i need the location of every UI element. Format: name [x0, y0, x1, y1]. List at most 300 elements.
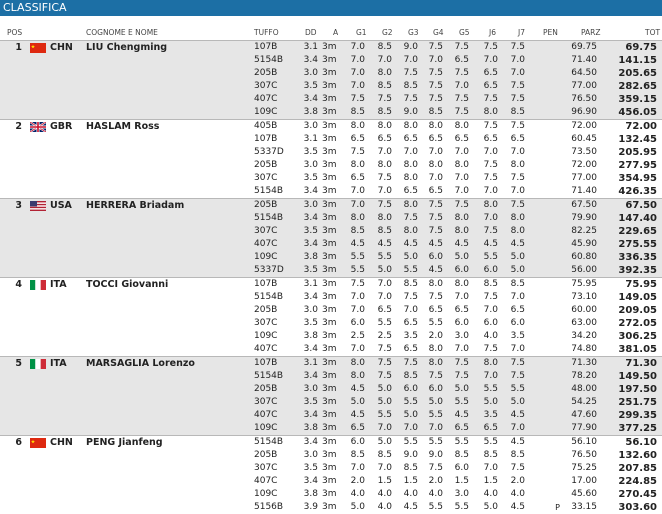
judge-score-5: 8.0	[454, 279, 469, 289]
table-row	[0, 146, 662, 159]
judge-score-6: 7.5	[483, 160, 498, 170]
partial-score: 56.00	[571, 265, 597, 275]
judge-score-1: 6.5	[350, 173, 365, 183]
partial-score: 76.50	[571, 94, 597, 104]
dive-code: 109C	[254, 423, 278, 433]
dive-code: 5337D	[254, 147, 284, 157]
judge-score-7: 7.0	[510, 55, 525, 65]
table-row	[0, 291, 662, 304]
table-row	[0, 370, 662, 383]
judge-score-4: 7.5	[428, 226, 443, 236]
judge-score-2: 7.0	[377, 186, 392, 196]
difficulty: 3.4	[303, 55, 318, 65]
judge-score-3: 7.0	[403, 423, 418, 433]
judge-score-7: 7.5	[510, 42, 525, 52]
difficulty: 3.8	[303, 423, 318, 433]
difficulty: 3.8	[303, 331, 318, 341]
difficulty: 3.5	[303, 226, 318, 236]
judge-score-5: 7.5	[454, 107, 469, 117]
judge-score-5: 8.5	[454, 450, 469, 460]
judge-score-6: 6.0	[483, 265, 498, 275]
table-row	[0, 238, 662, 251]
partial-score: 45.60	[571, 489, 597, 499]
total-score: 456.05	[618, 107, 657, 118]
judge-score-5: 4.5	[454, 239, 469, 249]
judge-score-7: 7.5	[510, 173, 525, 183]
dive-code: 109C	[254, 252, 278, 262]
table-header	[0, 27, 662, 39]
judge-score-2: 8.0	[377, 121, 392, 131]
table-row	[0, 225, 662, 238]
board-height: 3m	[322, 489, 337, 499]
judge-score-4: 7.5	[428, 463, 443, 473]
partial-score: 79.90	[571, 213, 597, 223]
title-bar	[0, 0, 662, 16]
judge-score-4: 7.5	[428, 213, 443, 223]
judge-score-4: 7.5	[428, 200, 443, 210]
athlete-block	[0, 40, 662, 119]
judge-score-3: 8.0	[403, 121, 418, 131]
judge-score-5: 7.0	[454, 173, 469, 183]
table-row	[0, 449, 662, 462]
board-height: 3m	[322, 502, 337, 512]
judge-score-2: 6.5	[377, 134, 392, 144]
total-score: 149.05	[618, 292, 657, 303]
judge-score-2: 7.0	[377, 279, 392, 289]
difficulty: 3.4	[303, 239, 318, 249]
dive-code: 205B	[254, 305, 278, 315]
table-row	[0, 67, 662, 80]
partial-score: 60.00	[571, 305, 597, 315]
difficulty: 3.4	[303, 292, 318, 302]
judge-score-1: 7.0	[350, 200, 365, 210]
partial-score: 72.00	[571, 160, 597, 170]
athlete-name: TOCCI Giovanni	[86, 279, 169, 290]
partial-score: 17.00	[571, 476, 597, 486]
judge-score-1: 6.0	[350, 437, 365, 447]
partial-score: 54.25	[571, 397, 597, 407]
judge-score-4: 7.0	[428, 423, 443, 433]
total-score: 303.60	[618, 502, 657, 513]
difficulty: 3.1	[303, 42, 318, 52]
judge-score-2: 6.5	[377, 305, 392, 315]
judge-score-2: 8.0	[377, 213, 392, 223]
judge-score-7: 7.5	[510, 463, 525, 473]
judge-score-2: 8.5	[377, 81, 392, 91]
judge-score-1: 7.0	[350, 55, 365, 65]
judge-score-1: 8.0	[350, 160, 365, 170]
dive-code: 109C	[254, 331, 278, 341]
total-score: 359.15	[618, 94, 657, 105]
judge-score-5: 1.5	[454, 476, 469, 486]
judge-score-5: 7.5	[454, 42, 469, 52]
judge-score-2: 4.5	[377, 239, 392, 249]
judge-score-2: 7.0	[377, 292, 392, 302]
table-row	[0, 462, 662, 475]
judge-score-4: 4.0	[428, 489, 443, 499]
judge-score-4: 8.0	[428, 121, 443, 131]
judge-score-1: 8.5	[350, 226, 365, 236]
header-tot: TOT	[645, 28, 661, 37]
difficulty: 3.5	[303, 463, 318, 473]
total-score: 69.75	[625, 42, 657, 53]
header-name: COGNOME E NOME	[86, 28, 158, 37]
board-height: 3m	[322, 265, 337, 275]
partial-score: 78.20	[571, 371, 597, 381]
dive-code: 5337D	[254, 265, 284, 275]
judge-score-6: 6.5	[483, 68, 498, 78]
judge-score-3: 5.0	[403, 410, 418, 420]
judge-score-6: 6.5	[483, 423, 498, 433]
dive-code: 109C	[254, 489, 278, 499]
difficulty: 3.5	[303, 397, 318, 407]
nation-code: CHN	[50, 437, 73, 448]
header-dd: DD	[305, 28, 317, 37]
judge-score-3: 9.0	[403, 107, 418, 117]
judge-score-4: 7.5	[428, 94, 443, 104]
position: 6	[15, 437, 22, 448]
judge-score-7: 7.5	[510, 200, 525, 210]
total-score: 282.65	[618, 81, 657, 92]
partial-score: 72.00	[571, 121, 597, 131]
judge-score-6: 7.5	[483, 42, 498, 52]
judge-score-2: 7.5	[377, 94, 392, 104]
total-score: 147.40	[618, 213, 657, 224]
board-height: 3m	[322, 147, 337, 157]
judge-score-6: 7.0	[483, 213, 498, 223]
difficulty: 3.4	[303, 186, 318, 196]
dive-code: 5154B	[254, 55, 284, 65]
difficulty: 3.9	[303, 502, 318, 512]
judge-score-6: 5.5	[483, 437, 498, 447]
partial-score: 71.40	[571, 186, 597, 196]
board-height: 3m	[322, 279, 337, 289]
judge-score-6: 4.0	[483, 489, 498, 499]
table-row	[0, 159, 662, 172]
header-g2: G2	[382, 28, 393, 37]
dive-code: 307C	[254, 226, 278, 236]
judge-score-4: 8.0	[428, 358, 443, 368]
judge-score-4: 9.0	[428, 450, 443, 460]
judge-score-6: 7.5	[483, 94, 498, 104]
difficulty: 3.1	[303, 279, 318, 289]
header-tuffo: TUFFO	[254, 28, 279, 37]
athlete-block	[0, 198, 662, 277]
board-height: 3m	[322, 384, 337, 394]
partial-score: 64.50	[571, 68, 597, 78]
judge-score-2: 2.5	[377, 331, 392, 341]
judge-score-6: 8.5	[483, 279, 498, 289]
judge-score-6: 7.5	[483, 344, 498, 354]
judge-score-5: 7.0	[454, 186, 469, 196]
judge-score-7: 8.5	[510, 279, 525, 289]
table-row	[0, 304, 662, 317]
judge-score-2: 5.5	[377, 252, 392, 262]
nation-code: CHN	[50, 42, 73, 53]
header-g4: G4	[433, 28, 444, 37]
difficulty: 3.0	[303, 450, 318, 460]
partial-score: 63.00	[571, 318, 597, 328]
judge-score-4: 6.5	[428, 186, 443, 196]
table-row	[0, 80, 662, 93]
table-row	[0, 330, 662, 343]
judge-score-1: 5.0	[350, 397, 365, 407]
position: 2	[15, 121, 22, 132]
athlete-block	[0, 356, 662, 435]
judge-score-3: 4.5	[403, 239, 418, 249]
judge-score-5: 5.5	[454, 437, 469, 447]
partial-score: 71.40	[571, 55, 597, 65]
table-row	[0, 93, 662, 106]
table-row	[0, 212, 662, 225]
judge-score-5: 5.0	[454, 384, 469, 394]
judge-score-1: 8.0	[350, 371, 365, 381]
judge-score-1: 8.5	[350, 450, 365, 460]
judge-score-1: 7.0	[350, 42, 365, 52]
partial-score: 67.50	[571, 200, 597, 210]
difficulty: 3.4	[303, 410, 318, 420]
judge-score-1: 2.0	[350, 476, 365, 486]
judge-score-2: 5.5	[377, 410, 392, 420]
partial-score: 96.90	[571, 107, 597, 117]
judge-score-1: 8.0	[350, 213, 365, 223]
judge-score-3: 7.5	[403, 358, 418, 368]
total-score: 72.00	[625, 121, 657, 132]
total-score: 306.25	[618, 331, 657, 342]
board-height: 3m	[322, 371, 337, 381]
judge-score-1: 2.5	[350, 331, 365, 341]
judge-score-4: 8.0	[428, 279, 443, 289]
header-g1: G1	[356, 28, 367, 37]
dive-code: 307C	[254, 81, 278, 91]
judge-score-7: 4.5	[510, 239, 525, 249]
board-height: 3m	[322, 463, 337, 473]
table-row	[0, 501, 662, 514]
dive-code: 107B	[254, 279, 278, 289]
dive-code: 307C	[254, 463, 278, 473]
header-a: A	[333, 28, 339, 37]
header-g5: G5	[459, 28, 470, 37]
board-height: 3m	[322, 134, 337, 144]
board-height: 3m	[322, 344, 337, 354]
judge-score-2: 7.5	[377, 344, 392, 354]
judge-score-6: 7.0	[483, 55, 498, 65]
judge-score-5: 3.0	[454, 489, 469, 499]
partial-score: 74.80	[571, 344, 597, 354]
difficulty: 3.0	[303, 68, 318, 78]
judge-score-3: 7.5	[403, 292, 418, 302]
dive-code: 107B	[254, 42, 278, 52]
athlete-block	[0, 119, 662, 198]
table-row	[0, 409, 662, 422]
judge-score-5: 8.0	[454, 160, 469, 170]
judge-score-5: 7.5	[454, 200, 469, 210]
dive-code: 5156B	[254, 502, 284, 512]
judge-score-3: 8.5	[403, 463, 418, 473]
judge-score-5: 6.0	[454, 463, 469, 473]
partial-score: 77.90	[571, 423, 597, 433]
position: 3	[15, 200, 22, 211]
judge-score-2: 5.0	[377, 265, 392, 275]
table-row	[0, 41, 662, 54]
judge-score-4: 2.0	[428, 476, 443, 486]
header-pen: PEN	[543, 28, 558, 37]
difficulty: 3.8	[303, 107, 318, 117]
judge-score-6: 6.0	[483, 318, 498, 328]
judge-score-4: 7.5	[428, 42, 443, 52]
judge-score-5: 8.0	[454, 213, 469, 223]
judge-score-5: 6.0	[454, 318, 469, 328]
judge-score-2: 8.5	[377, 107, 392, 117]
judge-score-7: 7.0	[510, 423, 525, 433]
board-height: 3m	[322, 410, 337, 420]
total-score: 381.05	[618, 344, 657, 355]
table-row	[0, 436, 662, 449]
table-row	[0, 383, 662, 396]
judge-score-2: 5.0	[377, 397, 392, 407]
difficulty: 3.0	[303, 384, 318, 394]
judge-score-6: 8.0	[483, 107, 498, 117]
judge-score-4: 8.0	[428, 344, 443, 354]
header-parz: PARZ	[581, 28, 601, 37]
board-height: 3m	[322, 68, 337, 78]
partial-score: 76.50	[571, 450, 597, 460]
judge-score-5: 7.5	[454, 68, 469, 78]
judge-score-4: 6.5	[428, 305, 443, 315]
judge-score-6: 6.5	[483, 81, 498, 91]
difficulty: 3.4	[303, 437, 318, 447]
judge-score-7: 7.5	[510, 358, 525, 368]
judge-score-1: 4.5	[350, 410, 365, 420]
board-height: 3m	[322, 213, 337, 223]
difficulty: 3.4	[303, 213, 318, 223]
header-j6: J6	[489, 28, 496, 37]
header-j7: J7	[518, 28, 525, 37]
board-height: 3m	[322, 107, 337, 117]
dive-code: 5154B	[254, 186, 284, 196]
judge-score-3: 8.5	[403, 81, 418, 91]
athlete-block	[0, 435, 662, 514]
judge-score-2: 7.0	[377, 55, 392, 65]
judge-score-1: 7.5	[350, 94, 365, 104]
judge-score-3: 8.0	[403, 160, 418, 170]
total-score: 275.55	[618, 239, 657, 250]
table-row	[0, 172, 662, 185]
dive-code: 107B	[254, 358, 278, 368]
dive-code: 205B	[254, 200, 278, 210]
nation-code: GBR	[50, 121, 73, 132]
judge-score-2: 7.0	[377, 147, 392, 157]
judge-score-2: 5.0	[377, 384, 392, 394]
table-row	[0, 422, 662, 435]
partial-score: 56.10	[571, 437, 597, 447]
judge-score-7: 7.5	[510, 94, 525, 104]
total-score: 71.30	[625, 358, 657, 369]
difficulty: 3.4	[303, 371, 318, 381]
judge-score-2: 7.5	[377, 173, 392, 183]
dive-code: 405B	[254, 121, 278, 131]
page-title: CLASSIFICA	[3, 1, 67, 14]
judge-score-7: 4.5	[510, 410, 525, 420]
judge-score-5: 4.5	[454, 410, 469, 420]
judge-score-3: 6.5	[403, 344, 418, 354]
difficulty: 3.5	[303, 81, 318, 91]
table-row	[0, 488, 662, 501]
board-height: 3m	[322, 121, 337, 131]
dive-code: 205B	[254, 384, 278, 394]
judge-score-3: 8.0	[403, 173, 418, 183]
athlete-block	[0, 277, 662, 356]
judge-score-6: 7.0	[483, 463, 498, 473]
judge-score-3: 6.5	[403, 134, 418, 144]
judge-score-4: 5.5	[428, 318, 443, 328]
judge-score-1: 7.0	[350, 81, 365, 91]
judge-score-4: 7.5	[428, 81, 443, 91]
athlete-name: HASLAM Ross	[86, 121, 160, 132]
judge-score-4: 4.5	[428, 265, 443, 275]
dive-code: 307C	[254, 397, 278, 407]
table-row	[0, 106, 662, 119]
judge-score-3: 7.5	[403, 94, 418, 104]
dive-code: 109C	[254, 107, 278, 117]
table-row	[0, 278, 662, 291]
judge-score-2: 5.0	[377, 437, 392, 447]
total-score: 149.50	[618, 371, 657, 382]
judge-score-1: 7.0	[350, 186, 365, 196]
dive-code: 205B	[254, 450, 278, 460]
judge-score-7: 7.5	[510, 121, 525, 131]
partial-score: 69.75	[571, 42, 597, 52]
total-score: 207.85	[618, 463, 657, 474]
total-score: 141.15	[618, 55, 657, 66]
judge-score-7: 4.5	[510, 502, 525, 512]
difficulty: 3.0	[303, 121, 318, 131]
dive-code: 5154B	[254, 292, 284, 302]
board-height: 3m	[322, 42, 337, 52]
dive-code: 407C	[254, 344, 278, 354]
judge-score-2: 7.0	[377, 463, 392, 473]
judge-score-4: 6.5	[428, 134, 443, 144]
judge-score-3: 6.5	[403, 186, 418, 196]
board-height: 3m	[322, 252, 337, 262]
judge-score-3: 7.0	[403, 147, 418, 157]
total-score: 272.05	[618, 318, 657, 329]
judge-score-2: 8.0	[377, 68, 392, 78]
judge-score-1: 6.5	[350, 134, 365, 144]
table-row	[0, 396, 662, 409]
judge-score-4: 5.5	[428, 410, 443, 420]
total-score: 132.45	[618, 134, 657, 145]
board-height: 3m	[322, 226, 337, 236]
difficulty: 3.0	[303, 160, 318, 170]
dive-code: 5154B	[254, 437, 284, 447]
judge-score-6: 8.5	[483, 450, 498, 460]
judge-score-6: 5.0	[483, 397, 498, 407]
judge-score-3: 7.5	[403, 68, 418, 78]
judge-score-6: 7.0	[483, 147, 498, 157]
difficulty: 3.1	[303, 134, 318, 144]
judge-score-6: 5.0	[483, 502, 498, 512]
results-table	[0, 40, 662, 514]
difficulty: 3.4	[303, 344, 318, 354]
judge-score-1: 6.5	[350, 423, 365, 433]
judge-score-3: 1.5	[403, 476, 418, 486]
judge-score-5: 7.0	[454, 81, 469, 91]
dive-code: 205B	[254, 68, 278, 78]
judge-score-3: 5.0	[403, 252, 418, 262]
judge-score-2: 8.5	[377, 42, 392, 52]
judge-score-7: 7.5	[510, 371, 525, 381]
